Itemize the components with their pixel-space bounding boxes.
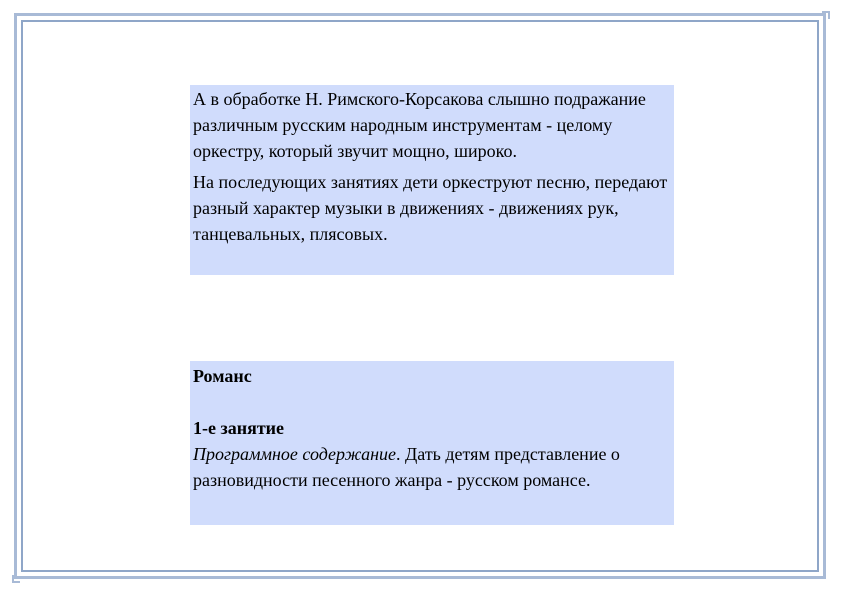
paragraph-next-lessons: На последующих занятиях дети оркеструют песню, передают разный характер музыки в движениях - движениях рук, танцевальных, плясовых. (193, 172, 668, 244)
frame-corner-top-right (822, 11, 830, 19)
program-content-text: . Дать детям представление о разновидности песенного жанра - русском романсе. (193, 444, 620, 490)
program-content-paragraph (193, 441, 671, 493)
text-block-orchestra (190, 85, 674, 275)
paragraph-rimsky-korsakov: А в обработке Н. Римского-Корсакова слышно подражание различным русским народным инструментам - целому оркестру, который звучит мощно, широко. (193, 89, 646, 161)
program-content-label: Программное содержание (193, 444, 397, 464)
lesson-heading: 1-е занятие (193, 418, 285, 438)
frame-corner-bottom-left (12, 575, 20, 583)
section-title-romance: Романс (193, 366, 252, 386)
text-block-romance (190, 361, 674, 525)
blank-line (193, 389, 671, 415)
